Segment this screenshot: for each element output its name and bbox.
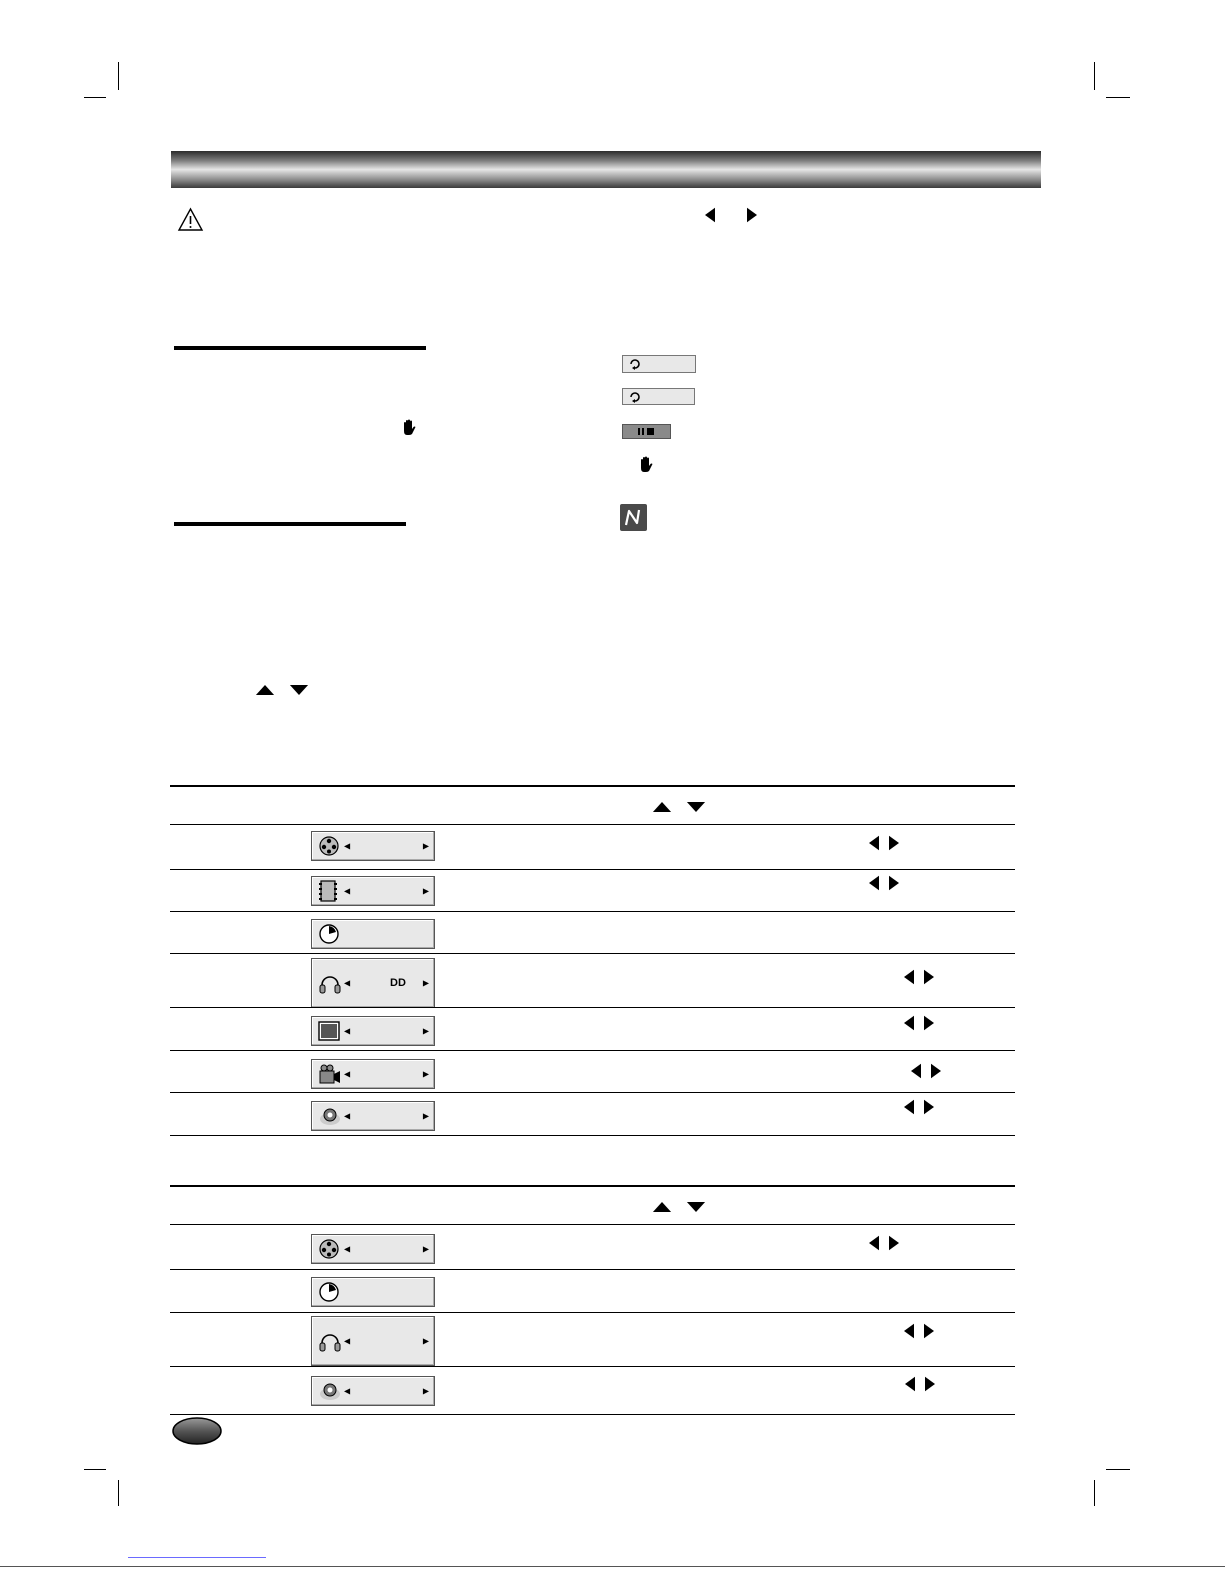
left-arrow-icon: ◀ [344,841,351,851]
left-right-arrow-buttons-icon [901,1097,937,1117]
table-rule [170,785,1015,787]
table-row [311,1376,435,1406]
crop-mark [84,97,106,98]
audio-format-badge: DD [390,977,406,989]
right-arrow-icon: ▶ [422,1069,429,1079]
right-arrow-icon: ▶ [422,1026,429,1036]
table-rule [170,911,1015,912]
right-arrow-icon: ▶ [422,886,429,896]
table-row [311,876,435,906]
table-rule [170,1224,1015,1225]
headphones-icon [318,1329,342,1353]
left-right-arrow-buttons-icon [866,1233,902,1253]
table-rule [170,1135,1015,1136]
clock-icon [318,1281,340,1303]
hand-prohibited-icon [401,419,417,436]
left-right-arrow-buttons-icon [866,833,902,853]
left-right-arrow-buttons-icon [901,1013,937,1033]
right-arrow-icon: ▶ [422,1244,429,1254]
left-arrow-icon: ◀ [344,1069,351,1079]
pause-step-icon [637,427,657,436]
warning-triangle-icon [177,207,204,232]
right-arrow-icon: ▶ [422,841,429,851]
table-rule [170,1092,1015,1093]
repeat-icon [629,358,641,370]
headphones-icon [318,971,342,995]
crop-mark [1094,1480,1095,1506]
subtitle-screen-icon [318,1021,340,1041]
up-down-arrow-buttons-icon [650,1199,708,1215]
left-right-arrow-buttons-icon [901,967,937,987]
title-icon [318,1238,340,1260]
table-row [311,1016,435,1046]
left-arrow-icon: ◀ [344,978,351,988]
chapter-icon [318,880,338,902]
right-arrow-icon: ▶ [422,1386,429,1396]
crop-mark [118,62,119,90]
table-rule [170,1185,1015,1187]
table-row [311,958,435,1008]
table-rule [170,1050,1015,1051]
crop-mark [1106,1469,1130,1470]
table-rule [170,953,1015,954]
table-row [311,919,435,949]
left-right-arrow-buttons-icon [908,1061,944,1081]
right-arrow-icon: ▶ [422,978,429,988]
table-row [311,1316,435,1366]
left-arrow-icon: ◀ [344,1026,351,1036]
up-down-arrow-buttons-icon [253,682,311,698]
speaker-sound-icon [318,1105,342,1127]
pause-step-osd-bar [622,424,671,439]
title-icon [318,835,340,857]
link-underline [128,1557,266,1558]
table-row [311,1277,435,1307]
section-rule [174,522,406,526]
repeat-osd-bar [622,355,696,373]
right-arrow-icon: ▶ [422,1111,429,1121]
table-rule [170,1269,1015,1270]
left-right-arrow-buttons-icon [866,873,902,893]
table-row [311,1234,435,1264]
up-down-arrow-buttons-icon [650,799,708,815]
speaker-sound-icon [318,1380,342,1402]
table-rule [170,1366,1015,1367]
table-row [311,1101,435,1131]
left-arrow-icon: ◀ [344,1111,351,1121]
table-rule [170,1414,1015,1415]
repeat-osd-bar [622,388,695,405]
table-row [311,1059,435,1089]
page-number-badge [171,1416,223,1446]
left-arrow-icon: ◀ [344,886,351,896]
left-right-arrow-buttons-icon [902,1374,938,1394]
section-rule [174,346,426,350]
page-header-bar [171,151,1041,188]
crop-mark [1106,97,1130,98]
hand-prohibited-icon [638,456,654,473]
table-rule [170,1007,1015,1008]
left-right-arrow-buttons-icon [702,205,760,225]
left-arrow-icon: ◀ [344,1336,351,1346]
left-right-arrow-buttons-icon [901,1321,937,1341]
table-row [311,831,435,861]
table-rule [170,869,1015,870]
camera-angle-icon [318,1063,342,1085]
right-arrow-icon: ▶ [422,1336,429,1346]
table-rule [170,824,1015,825]
crop-mark [118,1480,119,1506]
note-n-icon [620,504,647,531]
repeat-icon [629,391,641,403]
left-arrow-icon: ◀ [344,1244,351,1254]
table-rule [170,1312,1015,1313]
crop-mark [84,1469,106,1470]
crop-mark [1094,62,1095,90]
left-arrow-icon: ◀ [344,1386,351,1396]
clock-icon [318,923,340,945]
page-bottom-edge [0,1566,1225,1567]
